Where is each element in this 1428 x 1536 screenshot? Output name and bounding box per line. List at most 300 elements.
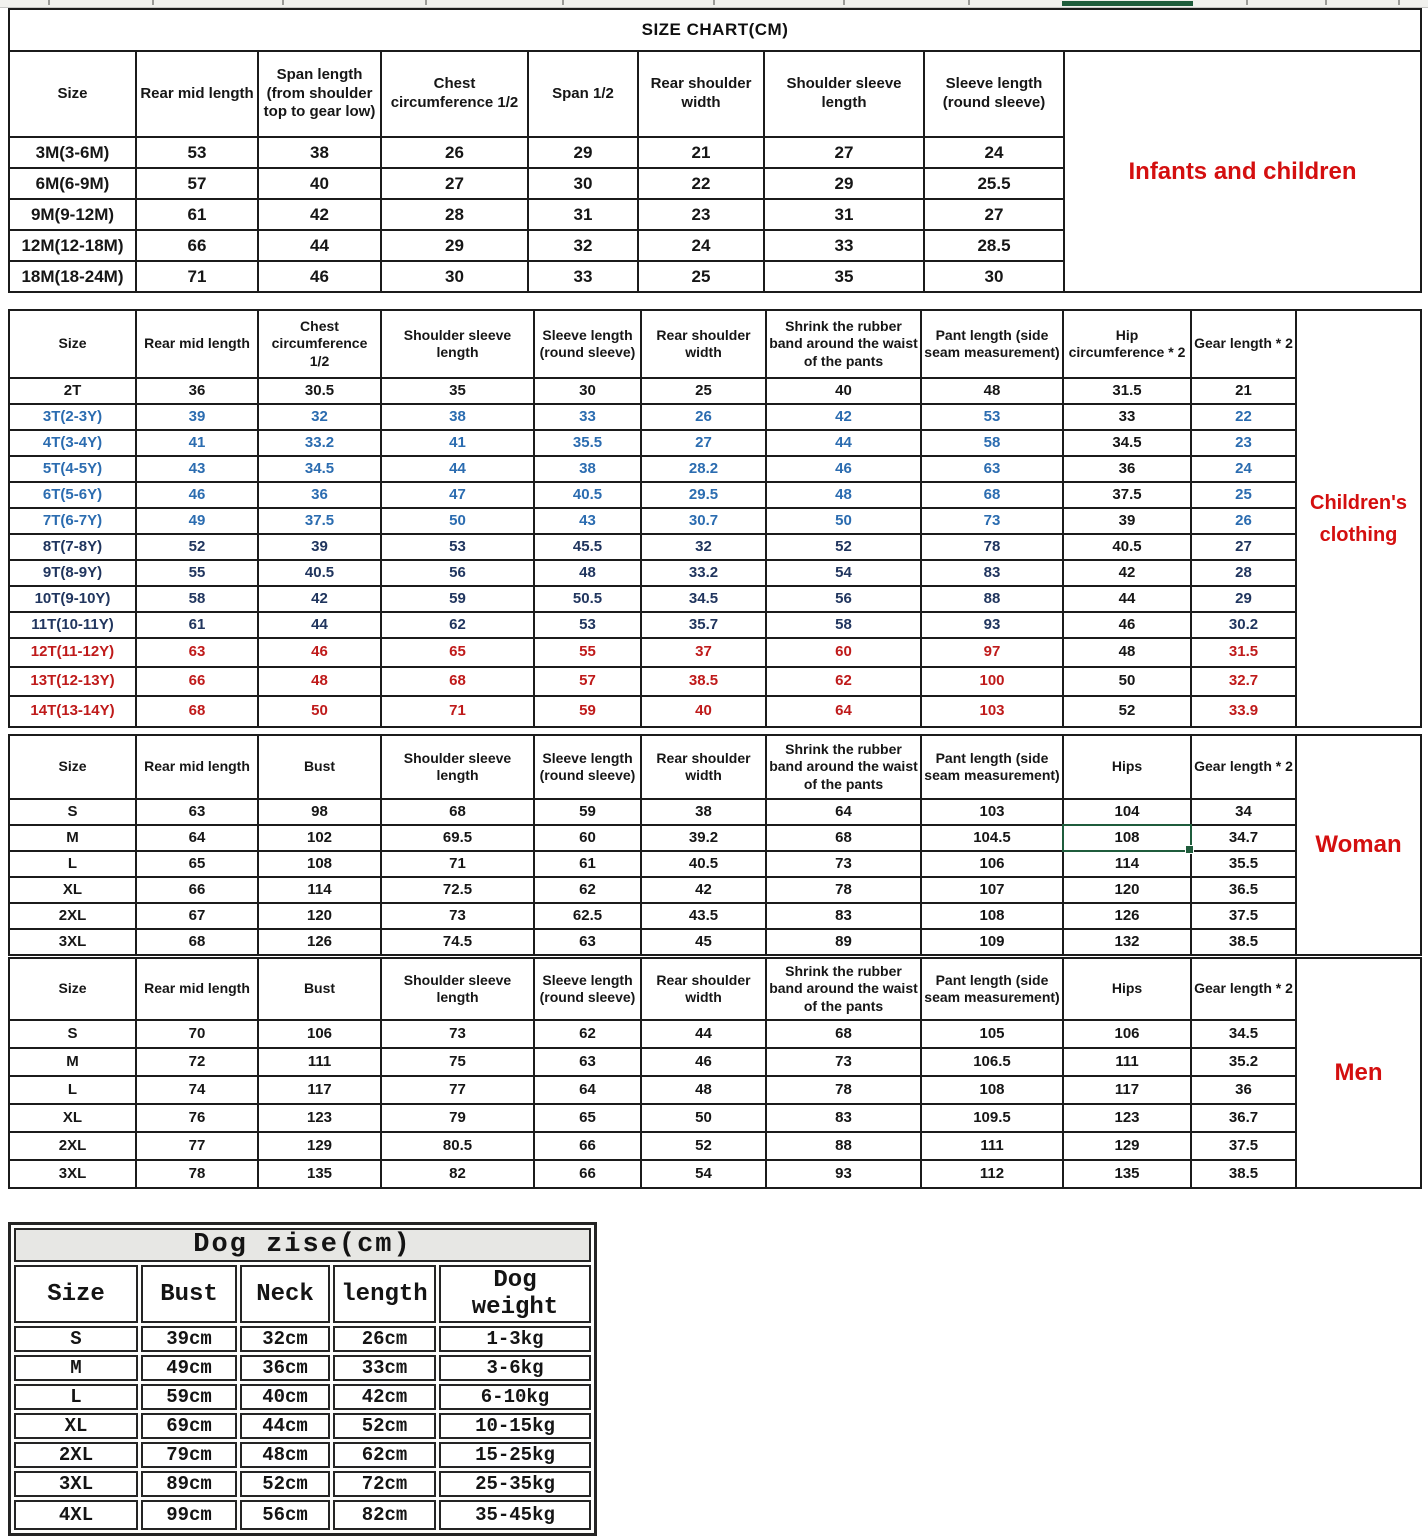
cell: 61	[136, 199, 258, 230]
gridline-tick	[1398, 0, 1400, 5]
cell: 29	[764, 168, 924, 199]
table-row	[9, 799, 1421, 825]
cell: 104	[1063, 799, 1191, 825]
cell: 40.5	[1063, 534, 1191, 560]
row-size-label: 9M(9-12M)	[9, 199, 136, 230]
cell: 64	[534, 1076, 641, 1104]
cell: 27	[381, 168, 528, 199]
cell: 105	[921, 1020, 1063, 1048]
column-header: Dog weight	[439, 1265, 591, 1323]
column-header: Bust	[141, 1265, 237, 1323]
cell: 103	[921, 799, 1063, 825]
row-size-label: L	[14, 1384, 138, 1410]
cell: 30	[381, 261, 528, 292]
header-row	[9, 735, 1421, 799]
column-header: Size	[9, 51, 136, 137]
gridline-tick	[48, 0, 50, 5]
cell: 46	[136, 482, 258, 508]
cell: 135	[258, 1160, 381, 1188]
column-header: Chest circumference 1/2	[258, 310, 381, 378]
cell: 73	[766, 1048, 921, 1076]
section-label: Infants and children	[1064, 51, 1421, 292]
table-row	[9, 903, 1421, 929]
cell: 46	[258, 638, 381, 667]
cell: 30.2	[1191, 612, 1296, 638]
row-size-label: S	[9, 1020, 136, 1048]
cell: 73	[381, 1020, 534, 1048]
size-chart-title: SIZE CHART(CM)	[9, 9, 1421, 51]
cell: 27	[924, 199, 1064, 230]
cell: 56cm	[240, 1500, 330, 1530]
cell: 71	[381, 696, 534, 727]
column-header: Size	[9, 310, 136, 378]
section-label: Children's clothing	[1296, 310, 1421, 727]
cell: 68	[381, 799, 534, 825]
table-row	[9, 534, 1421, 560]
column-header: Shoulder sleeve length	[381, 310, 534, 378]
cell: 54	[641, 1160, 766, 1188]
row-size-label: 6T(5-6Y)	[9, 482, 136, 508]
cell: 80.5	[381, 1132, 534, 1160]
cell: 77	[136, 1132, 258, 1160]
cell: 120	[1063, 877, 1191, 903]
cell: 41	[136, 430, 258, 456]
cell: 28.5	[924, 230, 1064, 261]
row-size-label: 8T(7-8Y)	[9, 534, 136, 560]
cell: 63	[136, 799, 258, 825]
cell: 34.5	[258, 456, 381, 482]
cell: 21	[638, 137, 764, 168]
cell: 129	[1063, 1132, 1191, 1160]
cell: 64	[766, 799, 921, 825]
cell: 33	[764, 230, 924, 261]
table-row	[9, 1020, 1421, 1048]
cell: 72cm	[333, 1471, 436, 1497]
cell: 35	[764, 261, 924, 292]
cell: 52	[766, 534, 921, 560]
cell: 27	[1191, 534, 1296, 560]
cell: 44	[641, 1020, 766, 1048]
table-row	[9, 586, 1421, 612]
column-header: Hips	[1063, 958, 1191, 1020]
cell: 44	[766, 430, 921, 456]
cell: 62	[534, 877, 641, 903]
cell: 48	[641, 1076, 766, 1104]
gridline-tick	[713, 0, 715, 5]
cell: 78	[136, 1160, 258, 1188]
cell: 69cm	[141, 1413, 237, 1439]
row-size-label: M	[9, 1048, 136, 1076]
table-row	[9, 929, 1421, 955]
cell: 55	[534, 638, 641, 667]
selected-column-indicator	[1062, 1, 1193, 6]
table-row	[9, 456, 1421, 482]
cell: 57	[534, 667, 641, 696]
cell: 42	[641, 877, 766, 903]
cell: 1-3kg	[439, 1326, 591, 1352]
cell: 40	[766, 378, 921, 404]
cell: 114	[258, 877, 381, 903]
cell: 33.2	[641, 560, 766, 586]
row-size-label: XL	[9, 1104, 136, 1132]
column-header: Rear mid length	[136, 310, 258, 378]
cell: 62	[381, 612, 534, 638]
cell: 40.5	[641, 851, 766, 877]
column-header: Span 1/2	[528, 51, 638, 137]
cell: 54	[766, 560, 921, 586]
column-header: Gear length * 2	[1191, 735, 1296, 799]
column-header: Bust	[258, 735, 381, 799]
cell: 24	[1191, 456, 1296, 482]
cell: 31.5	[1191, 638, 1296, 667]
cell: 62cm	[333, 1442, 436, 1468]
cell: 109	[921, 929, 1063, 955]
cell: 38.5	[641, 667, 766, 696]
table-row	[9, 877, 1421, 903]
row-size-label: XL	[14, 1413, 138, 1439]
cell: 38.5	[1191, 929, 1296, 955]
cell: 63	[534, 1048, 641, 1076]
column-header: Shoulder sleeve length	[381, 958, 534, 1020]
dog-size-table	[8, 1222, 597, 1536]
row-size-label: 3XL	[9, 1160, 136, 1188]
column-header: Rear shoulder width	[638, 51, 764, 137]
cell: 48	[258, 667, 381, 696]
cell: 65	[534, 1104, 641, 1132]
row-size-label: L	[9, 851, 136, 877]
column-header: Hip circumference * 2	[1063, 310, 1191, 378]
column-header: Sleeve length (round sleeve)	[534, 735, 641, 799]
row-size-label: S	[9, 799, 136, 825]
cell: 109.5	[921, 1104, 1063, 1132]
cell: 49cm	[141, 1355, 237, 1381]
cell: 77	[381, 1076, 534, 1104]
cell: 46	[766, 456, 921, 482]
cell: 30.7	[641, 508, 766, 534]
row-size-label: 10T(9-10Y)	[9, 586, 136, 612]
cell: 75	[381, 1048, 534, 1076]
row-size-label: 3T(2-3Y)	[9, 404, 136, 430]
column-header: Span length (from shoulder top to gear low)	[258, 51, 381, 137]
cell: 40cm	[240, 1384, 330, 1410]
cell: 50.5	[534, 586, 641, 612]
cell: 42	[1063, 560, 1191, 586]
cell: 26cm	[333, 1326, 436, 1352]
cell: 66	[136, 877, 258, 903]
cell: 66	[534, 1132, 641, 1160]
gridline-tick	[152, 0, 154, 5]
gridline-tick	[968, 0, 970, 5]
cell: 35.5	[1191, 851, 1296, 877]
column-header: Shoulder sleeve length	[764, 51, 924, 137]
cell: 36.7	[1191, 1104, 1296, 1132]
row-size-label: 6M(6-9M)	[9, 168, 136, 199]
cell: 22	[1191, 404, 1296, 430]
cell: 15-25kg	[439, 1442, 591, 1468]
table-row	[9, 851, 1421, 877]
cell: 111	[258, 1048, 381, 1076]
row-size-label: 3M(3-6M)	[9, 137, 136, 168]
header-row	[9, 958, 1421, 1020]
cell: 98	[258, 799, 381, 825]
cell: 78	[766, 1076, 921, 1104]
cell: 52	[1063, 696, 1191, 727]
column-header: Pant length (side seam measurement)	[921, 735, 1063, 799]
cell: 38	[641, 799, 766, 825]
column-header: Sleeve length (round sleeve)	[924, 51, 1064, 137]
cell: 102	[258, 825, 381, 851]
section-label: Woman	[1296, 735, 1421, 955]
cell: 39cm	[141, 1326, 237, 1352]
column-header: Pant length (side seam measurement)	[921, 310, 1063, 378]
column-header: Rear shoulder width	[641, 310, 766, 378]
cell: 83	[766, 903, 921, 929]
cell: 62.5	[534, 903, 641, 929]
cell: 74.5	[381, 929, 534, 955]
cell: 44	[258, 612, 381, 638]
cell: 52	[136, 534, 258, 560]
row-size-label: 14T(13-14Y)	[9, 696, 136, 727]
cell: 69.5	[381, 825, 534, 851]
cell: 43.5	[641, 903, 766, 929]
cell: 46	[1063, 612, 1191, 638]
gridline-tick	[1246, 0, 1248, 5]
row-size-label: 4T(3-4Y)	[9, 430, 136, 456]
cell: 28	[381, 199, 528, 230]
cell: 44	[1063, 586, 1191, 612]
column-header: Rear shoulder width	[641, 735, 766, 799]
row-size-label: L	[9, 1076, 136, 1104]
table-row	[9, 638, 1421, 667]
selected-cell: 108	[1063, 825, 1191, 851]
cell: 74	[136, 1076, 258, 1104]
cell: 48	[534, 560, 641, 586]
cell: 66	[534, 1160, 641, 1188]
cell: 50	[766, 508, 921, 534]
cell: 71	[136, 261, 258, 292]
cell: 44	[258, 230, 381, 261]
cell: 33	[528, 261, 638, 292]
column-header: Rear mid length	[136, 735, 258, 799]
cell: 35-45kg	[439, 1500, 591, 1530]
row-size-label: 3XL	[9, 929, 136, 955]
cell: 35	[381, 378, 534, 404]
cell: 108	[258, 851, 381, 877]
cell: 53	[534, 612, 641, 638]
cell: 67	[136, 903, 258, 929]
cell: 33	[534, 404, 641, 430]
cell: 73	[766, 851, 921, 877]
cell: 65	[381, 638, 534, 667]
cell: 28	[1191, 560, 1296, 586]
cell: 50	[641, 1104, 766, 1132]
cell: 35.7	[641, 612, 766, 638]
cell: 25	[1191, 482, 1296, 508]
cell: 36.5	[1191, 877, 1296, 903]
cell: 34.5	[641, 586, 766, 612]
cell: 32cm	[240, 1326, 330, 1352]
cell: 37.5	[1191, 903, 1296, 929]
cell: 36	[1063, 456, 1191, 482]
cell: 58	[921, 430, 1063, 456]
children-size-table	[8, 309, 1422, 728]
cell: 23	[638, 199, 764, 230]
cell: 31	[528, 199, 638, 230]
cell: 126	[1063, 903, 1191, 929]
column-header: Pant length (side seam measurement)	[921, 958, 1063, 1020]
row-size-label: 2XL	[14, 1442, 138, 1468]
cell: 25-35kg	[439, 1471, 591, 1497]
cell: 34	[1191, 799, 1296, 825]
column-header: Rear mid length	[136, 958, 258, 1020]
table-row	[9, 1160, 1421, 1188]
row-size-label: 11T(10-11Y)	[9, 612, 136, 638]
cell: 25.5	[924, 168, 1064, 199]
cell: 132	[1063, 929, 1191, 955]
cell: 39.2	[641, 825, 766, 851]
spreadsheet-top-strip	[0, 0, 1428, 8]
title-row	[9, 9, 1421, 51]
column-header: length	[333, 1265, 436, 1323]
cell: 112	[921, 1160, 1063, 1188]
cell: 3-6kg	[439, 1355, 591, 1381]
row-size-label: 5T(4-5Y)	[9, 456, 136, 482]
row-size-label: M	[14, 1355, 138, 1381]
cell: 79cm	[141, 1442, 237, 1468]
cell: 36	[1191, 1076, 1296, 1104]
cell: 35.2	[1191, 1048, 1296, 1076]
cell: 33cm	[333, 1355, 436, 1381]
cell: 22	[638, 168, 764, 199]
table-row	[9, 825, 1421, 851]
cell: 111	[921, 1132, 1063, 1160]
cell: 26	[1191, 508, 1296, 534]
row-size-label: 2XL	[9, 1132, 136, 1160]
cell: 6-10kg	[439, 1384, 591, 1410]
cell: 88	[766, 1132, 921, 1160]
cell: 72	[136, 1048, 258, 1076]
gridline-tick	[282, 0, 284, 5]
cell: 47	[381, 482, 534, 508]
cell: 129	[258, 1132, 381, 1160]
cell: 38	[381, 404, 534, 430]
cell: 53	[381, 534, 534, 560]
header-row	[14, 1265, 591, 1323]
infants-size-table	[8, 8, 1422, 293]
cell: 78	[766, 877, 921, 903]
table-row	[14, 1442, 591, 1468]
table-row	[9, 378, 1421, 404]
cell: 29	[381, 230, 528, 261]
row-size-label: 12T(11-12Y)	[9, 638, 136, 667]
cell: 99cm	[141, 1500, 237, 1530]
table-row	[9, 1132, 1421, 1160]
column-header: Chest circumference 1/2	[381, 51, 528, 137]
column-header: Rear mid length	[136, 51, 258, 137]
cell: 63	[921, 456, 1063, 482]
cell: 120	[258, 903, 381, 929]
cell: 39	[136, 404, 258, 430]
cell: 45	[641, 929, 766, 955]
cell: 68	[766, 1020, 921, 1048]
column-header: Hips	[1063, 735, 1191, 799]
cell: 29	[528, 137, 638, 168]
cell: 58	[766, 612, 921, 638]
cell: 30	[924, 261, 1064, 292]
cell: 25	[638, 261, 764, 292]
cell: 30	[534, 378, 641, 404]
column-header: Gear length * 2	[1191, 310, 1296, 378]
cell: 73	[381, 903, 534, 929]
header-row	[9, 310, 1421, 378]
cell: 93	[921, 612, 1063, 638]
cell: 46	[641, 1048, 766, 1076]
cell: 106	[1063, 1020, 1191, 1048]
cell: 62	[534, 1020, 641, 1048]
cell: 32	[641, 534, 766, 560]
cell: 33.9	[1191, 696, 1296, 727]
cell: 40.5	[534, 482, 641, 508]
row-size-label: XL	[9, 877, 136, 903]
cell: 117	[258, 1076, 381, 1104]
cell: 26	[641, 404, 766, 430]
cell: 83	[921, 560, 1063, 586]
gridline-tick	[562, 0, 564, 5]
cell: 59	[381, 586, 534, 612]
cell: 59cm	[141, 1384, 237, 1410]
table-row	[9, 404, 1421, 430]
cell: 34.5	[1063, 430, 1191, 456]
section-label: Men	[1296, 958, 1421, 1188]
cell: 48	[1063, 638, 1191, 667]
table-row	[9, 508, 1421, 534]
cell: 88	[921, 586, 1063, 612]
cell: 32	[528, 230, 638, 261]
cell: 57	[136, 168, 258, 199]
cell: 79	[381, 1104, 534, 1132]
cell: 108	[921, 903, 1063, 929]
cell: 117	[1063, 1076, 1191, 1104]
cell: 61	[136, 612, 258, 638]
cell: 135	[1063, 1160, 1191, 1188]
cell: 64	[766, 696, 921, 727]
column-header: Size	[14, 1265, 138, 1323]
row-size-label: 13T(12-13Y)	[9, 667, 136, 696]
cell: 21	[1191, 378, 1296, 404]
gridline-tick	[843, 0, 845, 5]
cell: 25	[641, 378, 766, 404]
table-row	[9, 560, 1421, 586]
title-row	[14, 1228, 591, 1262]
table-row	[14, 1500, 591, 1530]
cell: 63	[534, 929, 641, 955]
cell: 52cm	[333, 1413, 436, 1439]
cell: 73	[921, 508, 1063, 534]
row-size-label: S	[14, 1326, 138, 1352]
cell: 50	[258, 696, 381, 727]
cell: 68	[921, 482, 1063, 508]
cell: 28.2	[641, 456, 766, 482]
gridline-tick	[1325, 0, 1327, 5]
cell: 40	[258, 168, 381, 199]
table-row	[14, 1471, 591, 1497]
cell: 39	[258, 534, 381, 560]
cell: 29	[1191, 586, 1296, 612]
column-header: Gear length * 2	[1191, 958, 1296, 1020]
table-row	[9, 1048, 1421, 1076]
cell: 63	[136, 638, 258, 667]
cell: 97	[921, 638, 1063, 667]
